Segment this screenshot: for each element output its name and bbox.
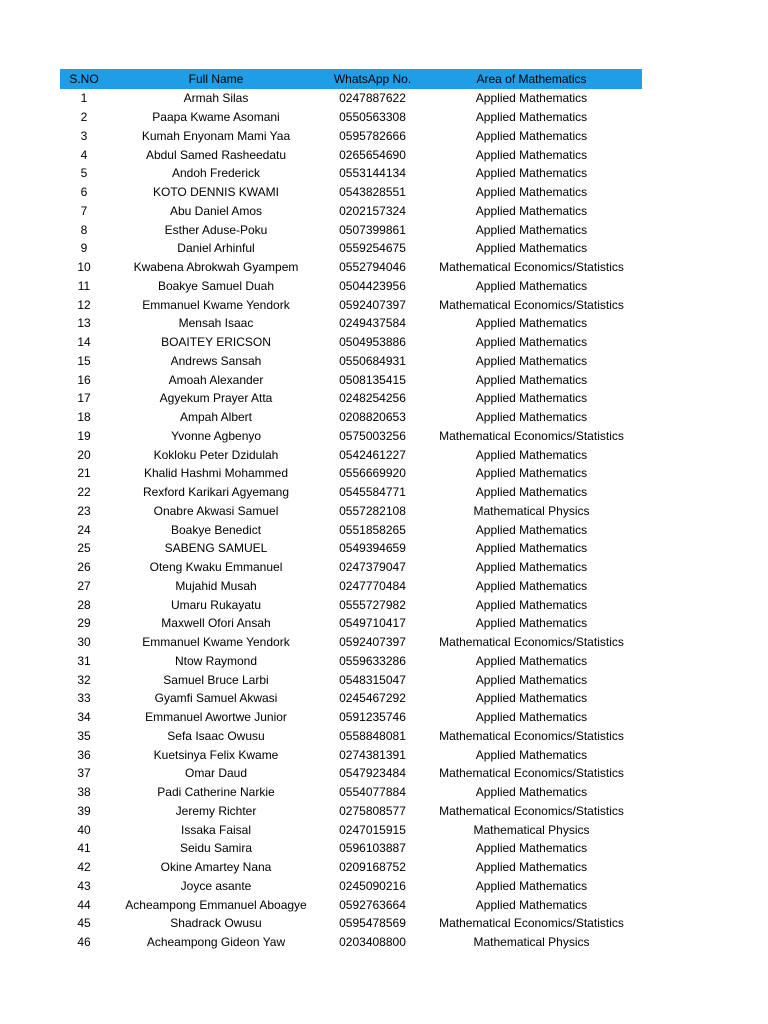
cell-whatsapp-no: 0548315047: [339, 672, 406, 687]
cell-sno: 38: [77, 785, 91, 800]
cell-area: Applied Mathematics: [475, 616, 588, 631]
cell-sno: 36: [77, 747, 91, 762]
cell-whatsapp-no: 0592407397: [339, 297, 406, 312]
table-row: [60, 520, 642, 539]
cell-area: Applied Mathematics: [475, 128, 588, 143]
cell-whatsapp-no: 0247379047: [339, 560, 406, 575]
cell-full-name: Abu Daniel Amos: [169, 203, 263, 218]
cell-sno: 7: [80, 203, 88, 218]
table-row: [60, 164, 642, 183]
cell-whatsapp-no: 0591235746: [339, 710, 406, 725]
table-row: [60, 483, 642, 502]
table-row: [60, 502, 642, 521]
cell-full-name: Acheampong Emmanuel Aboagye: [125, 897, 307, 912]
table-row: [60, 202, 642, 221]
cell-whatsapp-no: 0596103887: [339, 841, 406, 856]
cell-sno: 21: [77, 466, 91, 481]
cell-sno: 5: [80, 166, 88, 181]
cell-sno: 11: [77, 278, 91, 293]
cell-full-name: Emmanuel Kwame Yendork: [142, 297, 290, 312]
cell-whatsapp-no: 0556669920: [339, 466, 406, 481]
cell-sno: 33: [77, 691, 91, 706]
cell-area: Mathematical Economics/Statistics: [439, 803, 624, 818]
cell-full-name: SABENG SAMUEL: [164, 541, 268, 556]
cell-area: Mathematical Physics: [473, 503, 590, 518]
table-row: [60, 652, 642, 671]
cell-full-name: Umaru Rukayatu: [170, 597, 262, 612]
cell-whatsapp-no: 0245090216: [339, 878, 406, 893]
cell-sno: 39: [77, 803, 91, 818]
table-row: [60, 933, 642, 952]
cell-whatsapp-no: 0248254256: [339, 391, 406, 406]
cell-area: Applied Mathematics: [475, 110, 588, 125]
table-row: [60, 127, 642, 146]
cell-full-name: Padi Catherine Narkie: [157, 785, 275, 800]
table-row: [60, 183, 642, 202]
cell-whatsapp-no: 0247770484: [339, 578, 406, 593]
cell-sno: 35: [77, 728, 91, 743]
cell-sno: 23: [77, 503, 91, 518]
cell-area: Applied Mathematics: [475, 203, 588, 218]
cell-full-name: Khalid Hashmi Mohammed: [143, 466, 289, 481]
cell-whatsapp-no: 0550684931: [339, 353, 406, 368]
cell-whatsapp-no: 0558848081: [339, 728, 406, 743]
cell-full-name: Acheampong Gideon Yaw: [146, 935, 286, 950]
cell-area: Mathematical Economics/Statistics: [439, 728, 624, 743]
cell-whatsapp-no: 0543828551: [339, 185, 406, 200]
cell-whatsapp-no: 0507399861: [339, 222, 406, 237]
cell-full-name: Emmanuel Awortwe Junior: [145, 710, 287, 725]
cell-area: Mathematical Economics/Statistics: [439, 260, 624, 275]
cell-area: Applied Mathematics: [475, 860, 588, 875]
cell-full-name: Rexford Karikari Agyemang: [142, 485, 290, 500]
cell-area: Applied Mathematics: [475, 316, 588, 331]
cell-whatsapp-no: 0209168752: [339, 860, 406, 875]
cell-area: Mathematical Physics: [473, 822, 590, 837]
cell-whatsapp-no: 0554077884: [339, 785, 406, 800]
table-row: [60, 614, 642, 633]
cell-area: Applied Mathematics: [475, 653, 588, 668]
table-row: [60, 708, 642, 727]
cell-whatsapp-no: 0550563308: [339, 110, 406, 125]
cell-full-name: Mujahid Musah: [175, 578, 257, 593]
table-row: [60, 670, 642, 689]
cell-sno: 46: [77, 935, 91, 950]
cell-whatsapp-no: 0247887622: [339, 91, 406, 106]
cell-whatsapp-no: 0555727982: [339, 597, 406, 612]
table-row: [60, 783, 642, 802]
cell-sno: 24: [77, 522, 91, 537]
cell-sno: 41: [77, 841, 91, 856]
cell-area: Mathematical Economics/Statistics: [439, 766, 624, 781]
cell-sno: 27: [77, 578, 91, 593]
header-sno: S.NO: [69, 72, 99, 86]
cell-sno: 28: [77, 597, 91, 612]
cell-whatsapp-no: 0549710417: [339, 616, 406, 631]
spreadsheet-table: [60, 69, 642, 952]
table-row: [60, 239, 642, 258]
cell-full-name: Ntow Raymond: [174, 653, 258, 668]
cell-area: Mathematical Economics/Statistics: [439, 297, 624, 312]
cell-whatsapp-no: 0504423956: [339, 278, 406, 293]
cell-whatsapp-no: 0247015915: [339, 822, 406, 837]
table-row: [60, 89, 642, 108]
cell-sno: 37: [77, 766, 91, 781]
table-row: [60, 877, 642, 896]
table-row: [60, 595, 642, 614]
cell-area: Applied Mathematics: [475, 522, 588, 537]
cell-sno: 4: [80, 147, 88, 162]
cell-area: Mathematical Economics/Statistics: [439, 635, 624, 650]
cell-whatsapp-no: 0545584771: [339, 485, 406, 500]
cell-full-name: Armah Silas: [183, 91, 249, 106]
cell-sno: 15: [77, 353, 91, 368]
cell-sno: 19: [77, 428, 91, 443]
cell-whatsapp-no: 0559254675: [339, 241, 406, 256]
cell-whatsapp-no: 0575003256: [339, 428, 406, 443]
cell-whatsapp-no: 0274381391: [339, 747, 406, 762]
cell-sno: 9: [80, 241, 88, 256]
cell-area: Applied Mathematics: [475, 560, 588, 575]
cell-sno: 30: [77, 635, 91, 650]
cell-full-name: Kokloku Peter Dzidulah: [153, 447, 279, 462]
cell-area: Applied Mathematics: [475, 241, 588, 256]
cell-whatsapp-no: 0208820653: [339, 410, 406, 425]
cell-whatsapp-no: 0553144134: [339, 166, 406, 181]
table-row: [60, 220, 642, 239]
cell-sno: 17: [77, 391, 91, 406]
cell-full-name: Gyamfi Samuel Akwasi: [154, 691, 278, 706]
cell-area: Applied Mathematics: [475, 785, 588, 800]
cell-full-name: Kumah Enyonam Mami Yaa: [141, 128, 291, 143]
cell-whatsapp-no: 0592407397: [339, 635, 406, 650]
cell-sno: 42: [77, 860, 91, 875]
table-row: [60, 314, 642, 333]
cell-area: Applied Mathematics: [475, 335, 588, 350]
header-area-of-mathematics: Area of Mathematics: [476, 72, 587, 86]
cell-full-name: Daniel Arhinful: [177, 241, 255, 256]
cell-area: Applied Mathematics: [475, 841, 588, 856]
cell-sno: 3: [80, 128, 88, 143]
cell-area: Applied Mathematics: [475, 710, 588, 725]
cell-sno: 18: [77, 410, 91, 425]
cell-area: Applied Mathematics: [475, 597, 588, 612]
cell-full-name: Yvonne Agbenyo: [170, 428, 262, 443]
cell-full-name: KOTO DENNIS KWAMI: [152, 185, 279, 200]
cell-whatsapp-no: 0203408800: [339, 935, 406, 950]
cell-full-name: Amoah Alexander: [168, 372, 264, 387]
cell-full-name: Shadrack Owusu: [170, 916, 262, 931]
cell-whatsapp-no: 0595478569: [339, 916, 406, 931]
cell-full-name: Emmanuel Kwame Yendork: [142, 635, 290, 650]
cell-area: Applied Mathematics: [475, 147, 588, 162]
table-row: [60, 689, 642, 708]
cell-full-name: Onabre Akwasi Samuel: [153, 503, 279, 518]
cell-full-name: Seidu Samira: [179, 841, 253, 856]
table-row: [60, 539, 642, 558]
cell-area: Applied Mathematics: [475, 91, 588, 106]
cell-sno: 8: [80, 222, 88, 237]
table-row: [60, 445, 642, 464]
cell-full-name: Mensah Isaac: [178, 316, 254, 331]
cell-area: Mathematical Economics/Statistics: [439, 428, 624, 443]
table-body: [60, 89, 642, 952]
table-row: [60, 333, 642, 352]
table-row: [60, 352, 642, 371]
cell-whatsapp-no: 0504953886: [339, 335, 406, 350]
cell-area: Applied Mathematics: [475, 541, 588, 556]
cell-sno: 31: [77, 653, 91, 668]
table-row: [60, 389, 642, 408]
cell-sno: 20: [77, 447, 91, 462]
cell-full-name: Ampah Albert: [179, 410, 253, 425]
cell-area: Applied Mathematics: [475, 391, 588, 406]
cell-full-name: Kuetsinya Felix Kwame: [153, 747, 279, 762]
cell-area: Applied Mathematics: [475, 166, 588, 181]
table-row: [60, 108, 642, 127]
table-row: [60, 839, 642, 858]
cell-whatsapp-no: 0551858265: [339, 522, 406, 537]
cell-area: Applied Mathematics: [475, 410, 588, 425]
cell-whatsapp-no: 0249437584: [339, 316, 406, 331]
table-row: [60, 277, 642, 296]
table-row: [60, 558, 642, 577]
cell-full-name: BOAITEY ERICSON: [161, 335, 271, 350]
cell-sno: 32: [77, 672, 91, 687]
cell-full-name: Kwabena Abrokwah Gyampem: [133, 260, 299, 275]
cell-full-name: Paapa Kwame Asomani: [152, 110, 280, 125]
cell-sno: 14: [77, 335, 91, 350]
cell-full-name: Esther Aduse-Poku: [164, 222, 268, 237]
table-row: [60, 427, 642, 446]
cell-full-name: Boakye Samuel Duah: [157, 278, 275, 293]
cell-sno: 44: [77, 897, 91, 912]
cell-area: Mathematical Economics/Statistics: [439, 916, 624, 931]
cell-area: Applied Mathematics: [475, 691, 588, 706]
cell-sno: 10: [77, 260, 91, 275]
table-row: [60, 577, 642, 596]
cell-whatsapp-no: 0542461227: [339, 447, 406, 462]
cell-full-name: Omar Daud: [184, 766, 248, 781]
table-row: [60, 745, 642, 764]
cell-sno: 45: [77, 916, 91, 931]
table-row: [60, 727, 642, 746]
table-row: [60, 258, 642, 277]
cell-sno: 22: [77, 485, 91, 500]
cell-sno: 6: [80, 185, 88, 200]
cell-sno: 29: [77, 616, 91, 631]
cell-sno: 34: [77, 710, 91, 725]
table-row: [60, 370, 642, 389]
cell-full-name: Joyce asante: [180, 878, 252, 893]
cell-full-name: Issaka Faisal: [180, 822, 252, 837]
cell-whatsapp-no: 0559633286: [339, 653, 406, 668]
cell-area: Applied Mathematics: [475, 372, 588, 387]
cell-area: Applied Mathematics: [475, 466, 588, 481]
cell-full-name: Andrews Sansah: [170, 353, 262, 368]
cell-whatsapp-no: 0557282108: [339, 503, 406, 518]
cell-full-name: Boakye Benedict: [170, 522, 262, 537]
cell-whatsapp-no: 0552794046: [339, 260, 406, 275]
cell-full-name: Oteng Kwaku Emmanuel: [149, 560, 283, 575]
cell-whatsapp-no: 0275808577: [339, 803, 406, 818]
cell-area: Applied Mathematics: [475, 747, 588, 762]
cell-full-name: Sefa Isaac Owusu: [167, 728, 265, 743]
header-full-name: Full Name: [188, 72, 244, 86]
table-row: [60, 145, 642, 164]
cell-sno: 40: [77, 822, 91, 837]
table-row: [60, 895, 642, 914]
table-row: [60, 408, 642, 427]
cell-full-name: Samuel Bruce Larbi: [163, 672, 269, 687]
header-whatsapp-no: WhatsApp No.: [333, 72, 412, 86]
cell-sno: 16: [77, 372, 91, 387]
table-row: [60, 820, 642, 839]
table-row: [60, 914, 642, 933]
cell-full-name: Abdul Samed Rasheedatu: [145, 147, 287, 162]
cell-area: Applied Mathematics: [475, 222, 588, 237]
cell-area: Applied Mathematics: [475, 878, 588, 893]
cell-area: Applied Mathematics: [475, 672, 588, 687]
cell-whatsapp-no: 0245467292: [339, 691, 406, 706]
cell-area: Mathematical Physics: [473, 935, 590, 950]
table-row: [60, 633, 642, 652]
cell-area: Applied Mathematics: [475, 185, 588, 200]
cell-whatsapp-no: 0508135415: [339, 372, 406, 387]
cell-sno: 13: [77, 316, 91, 331]
cell-sno: 12: [77, 297, 91, 312]
header-row: [60, 69, 642, 89]
cell-whatsapp-no: 0202157324: [339, 203, 406, 218]
cell-area: Applied Mathematics: [475, 447, 588, 462]
cell-sno: 25: [77, 541, 91, 556]
cell-area: Applied Mathematics: [475, 278, 588, 293]
cell-full-name: Jeremy Richter: [175, 803, 257, 818]
cell-whatsapp-no: 0549394659: [339, 541, 406, 556]
cell-whatsapp-no: 0265654690: [339, 147, 406, 162]
cell-whatsapp-no: 0547923484: [339, 766, 406, 781]
cell-full-name: Andoh Frederick: [171, 166, 261, 181]
cell-sno: 26: [77, 560, 91, 575]
cell-full-name: Agyekum Prayer Atta: [159, 391, 273, 406]
table-row: [60, 764, 642, 783]
cell-area: Applied Mathematics: [475, 485, 588, 500]
cell-whatsapp-no: 0592763664: [339, 897, 406, 912]
cell-sno: 2: [80, 110, 88, 125]
cell-sno: 43: [77, 878, 91, 893]
table-row: [60, 802, 642, 821]
cell-area: Applied Mathematics: [475, 578, 588, 593]
cell-area: Applied Mathematics: [475, 353, 588, 368]
table-row: [60, 858, 642, 877]
table-row: [60, 295, 642, 314]
cell-full-name: Maxwell Ofori Ansah: [161, 616, 271, 631]
cell-full-name: Okine Amartey Nana: [160, 860, 272, 875]
table-row: [60, 464, 642, 483]
cell-whatsapp-no: 0595782666: [339, 128, 406, 143]
cell-area: Applied Mathematics: [475, 897, 588, 912]
cell-sno: 1: [80, 91, 88, 106]
